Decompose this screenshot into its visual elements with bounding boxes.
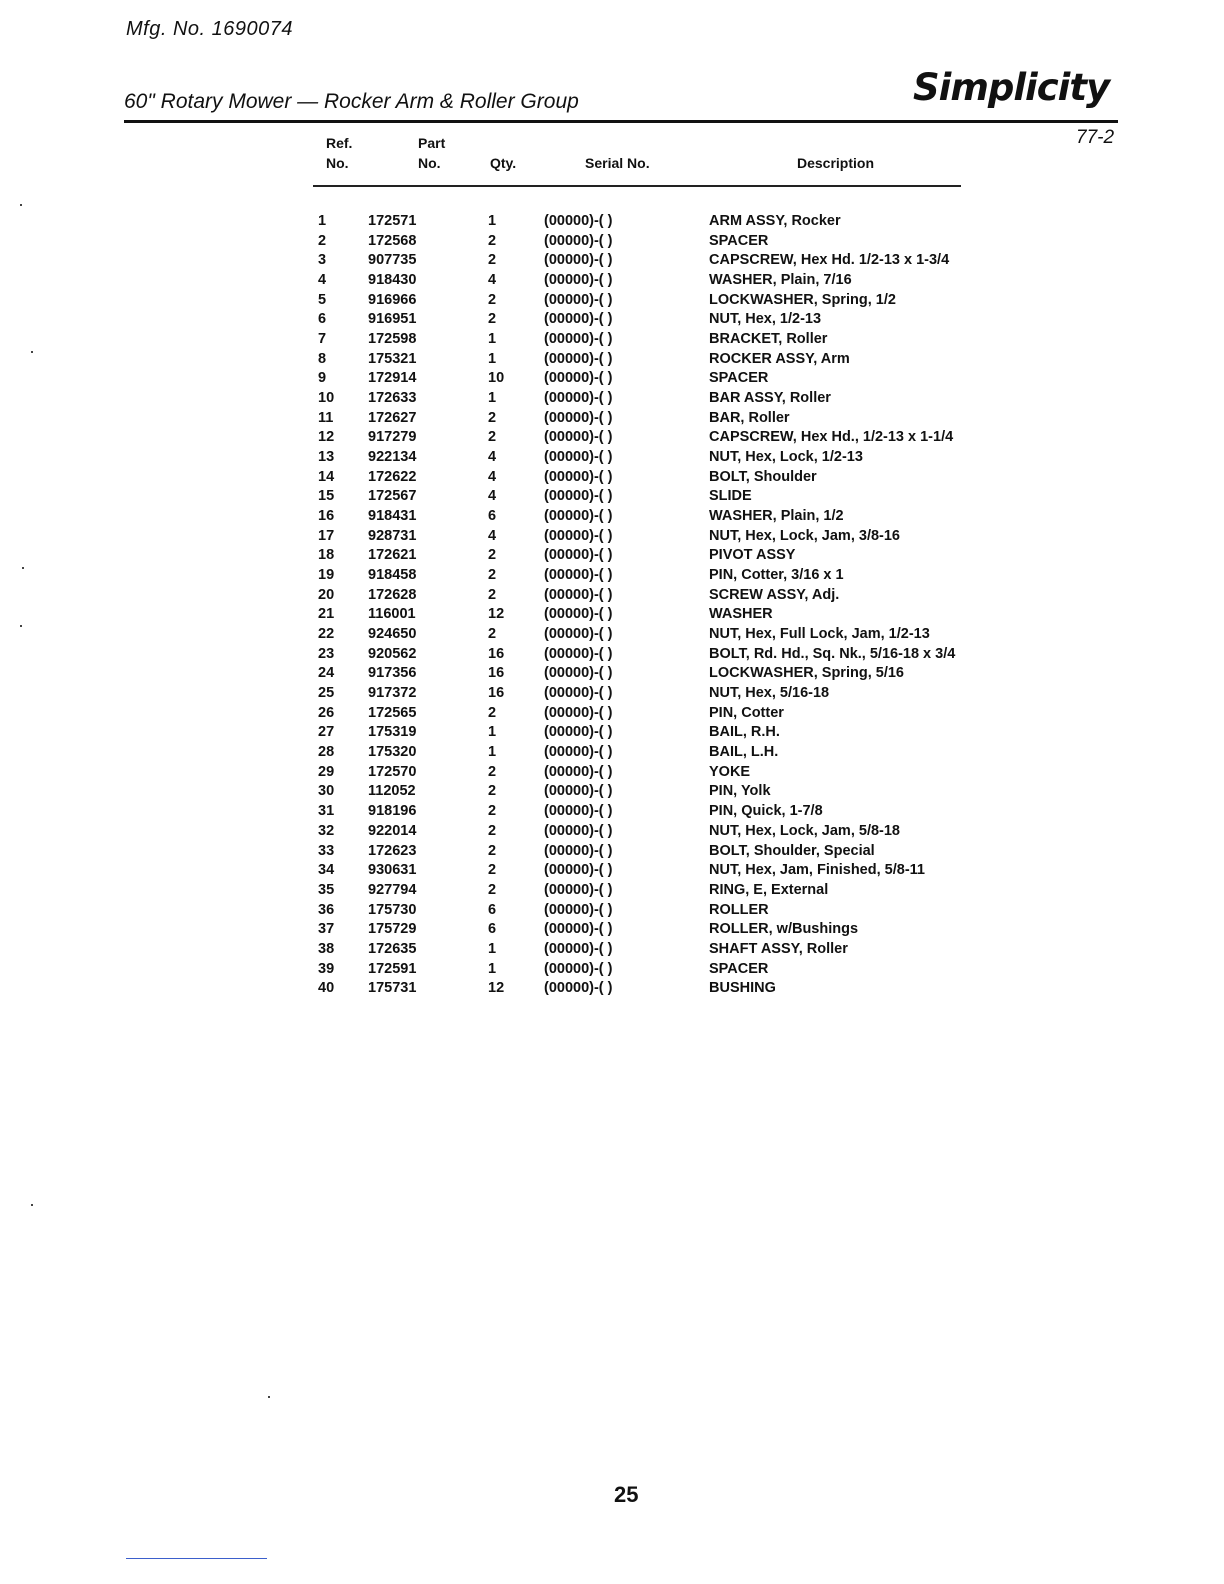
ref-cell: 10	[318, 390, 335, 407]
quantity-cell: 4	[488, 527, 497, 544]
serial-number-cell: (00000)-( )	[544, 822, 613, 839]
part-number-cell: 172627	[368, 409, 417, 426]
description-cell: RING, E, External	[709, 881, 829, 898]
description-cell: SPACER	[709, 232, 769, 249]
col-part-header-bottom: No.	[418, 155, 441, 171]
quantity-cell: 4	[488, 449, 497, 466]
page-title: 60" Rotary Mower — Rocker Arm & Roller Group	[124, 90, 579, 113]
part-number-cell: 175319	[368, 724, 417, 741]
ref-cell: 31	[318, 803, 335, 820]
col-description-header: Description	[797, 155, 875, 171]
description-cell: BAR ASSY, Roller	[709, 390, 831, 407]
description-cell: ROLLER	[709, 901, 769, 918]
ref-cell: 29	[318, 763, 335, 780]
table-row	[318, 389, 1009, 409]
part-number-cell: 922014	[368, 822, 417, 839]
part-number-cell: 175321	[368, 350, 417, 367]
quantity-cell: 16	[488, 685, 505, 702]
serial-number-cell: (00000)-( )	[544, 429, 613, 446]
col-ref-header-bottom: No.	[326, 155, 349, 171]
table-row	[318, 920, 1009, 940]
table-row	[318, 428, 1009, 448]
description-cell: BOLT, Shoulder	[709, 468, 817, 485]
ref-cell: 36	[318, 901, 335, 918]
serial-number-cell: (00000)-( )	[544, 567, 613, 584]
part-number-cell: 172633	[368, 390, 417, 407]
quantity-cell: 1	[488, 724, 497, 741]
part-number-cell: 175731	[368, 980, 417, 997]
quantity-cell: 1	[488, 390, 497, 407]
quantity-cell: 2	[488, 862, 497, 879]
serial-number-cell: (00000)-( )	[544, 803, 613, 820]
description-cell: LOCKWASHER, Spring, 1/2	[709, 291, 896, 308]
table-row	[318, 743, 1009, 763]
ref-cell: 26	[318, 704, 335, 721]
quantity-cell: 1	[488, 940, 497, 957]
table-row	[318, 901, 1009, 921]
quantity-cell: 6	[488, 901, 497, 918]
ref-cell: 33	[318, 842, 335, 859]
description-cell: SLIDE	[709, 488, 752, 505]
ref-cell: 11	[318, 409, 334, 426]
description-cell: WASHER, Plain, 7/16	[709, 272, 852, 289]
ref-cell: 14	[318, 468, 335, 485]
table-row	[318, 723, 1009, 743]
serial-number-cell: (00000)-( )	[544, 842, 613, 859]
table-row	[318, 605, 1009, 625]
description-cell: SPACER	[709, 960, 769, 977]
serial-number-cell: (00000)-( )	[544, 390, 613, 407]
parts-table	[318, 212, 1009, 999]
part-number-cell: 924650	[368, 626, 417, 643]
serial-number-cell: (00000)-( )	[544, 783, 613, 800]
description-cell: BAIL, R.H.	[709, 724, 780, 741]
description-cell: BOLT, Shoulder, Special	[709, 842, 875, 859]
description-cell: CAPSCREW, Hex Hd., 1/2-13 x 1-1/4	[709, 429, 954, 446]
table-row	[318, 881, 1009, 901]
description-cell: WASHER, Plain, 1/2	[709, 508, 844, 525]
part-number-cell: 917356	[368, 665, 417, 682]
page-code: 77-2	[1076, 127, 1115, 148]
serial-number-cell: (00000)-( )	[544, 645, 613, 662]
quantity-cell: 12	[488, 980, 505, 997]
serial-number-cell: (00000)-( )	[544, 862, 613, 879]
serial-number-cell: (00000)-( )	[544, 586, 613, 603]
table-row	[318, 330, 1009, 350]
part-number-cell: 916951	[368, 311, 417, 328]
ref-cell: 28	[318, 744, 335, 761]
table-row	[318, 645, 1009, 665]
ref-cell: 1	[318, 213, 327, 229]
ref-cell: 34	[318, 862, 335, 879]
ref-cell: 38	[318, 940, 335, 957]
description-cell: BUSHING	[709, 980, 776, 997]
table-row	[318, 842, 1009, 862]
ref-cell: 17	[318, 527, 335, 544]
ref-cell: 35	[318, 881, 335, 898]
quantity-cell: 1	[488, 331, 497, 348]
ref-cell: 4	[318, 272, 327, 289]
part-number-cell: 172635	[368, 940, 417, 957]
description-cell: PIN, Cotter	[709, 704, 784, 721]
part-number-cell: 920562	[368, 645, 417, 662]
serial-number-cell: (00000)-( )	[544, 213, 613, 229]
table-row	[318, 487, 1009, 507]
part-number-cell: 172568	[368, 232, 417, 249]
description-cell: BAIL, L.H.	[709, 744, 779, 761]
description-cell: SPACER	[709, 370, 769, 387]
description-cell: NUT, Hex, Lock, 1/2-13	[709, 449, 863, 466]
part-number-cell: 172914	[368, 370, 417, 387]
serial-number-cell: (00000)-( )	[544, 980, 613, 997]
description-cell: NUT, Hex, Full Lock, Jam, 1/2-13	[709, 626, 930, 643]
quantity-cell: 16	[488, 665, 505, 682]
quantity-cell: 2	[488, 626, 497, 643]
ref-cell: 21	[318, 606, 335, 623]
part-number-cell: 172571	[368, 213, 417, 229]
part-number-cell: 918431	[368, 508, 417, 525]
table-row	[318, 782, 1009, 802]
col-qty-header: Qty.	[490, 155, 517, 171]
scan-speck	[20, 625, 22, 627]
table-row	[318, 763, 1009, 783]
ref-cell: 19	[318, 567, 335, 584]
quantity-cell: 1	[488, 213, 497, 229]
description-cell: ROCKER ASSY, Arm	[709, 350, 850, 367]
table-row	[318, 684, 1009, 704]
serial-number-cell: (00000)-( )	[544, 468, 613, 485]
ref-cell: 8	[318, 350, 327, 367]
column-header-rule	[313, 185, 961, 187]
part-number-cell: 172623	[368, 842, 417, 859]
quantity-cell: 2	[488, 429, 497, 446]
part-number-cell: 918196	[368, 803, 417, 820]
part-number-cell: 916966	[368, 291, 417, 308]
description-cell: YOKE	[709, 763, 751, 780]
ref-cell: 2	[318, 232, 327, 249]
ref-cell: 16	[318, 508, 335, 525]
col-ref-header	[326, 133, 352, 173]
part-number-cell: 172598	[368, 331, 417, 348]
part-number-cell: 918458	[368, 567, 417, 584]
table-row	[318, 251, 1009, 271]
ref-cell: 7	[318, 331, 327, 348]
part-number-cell: 172622	[368, 468, 417, 485]
table-row	[318, 291, 1009, 311]
part-number-cell: 928731	[368, 527, 417, 544]
serial-number-cell: (00000)-( )	[544, 665, 613, 682]
serial-number-cell: (00000)-( )	[544, 763, 613, 780]
serial-number-cell: (00000)-( )	[544, 350, 613, 367]
description-cell: LOCKWASHER, Spring, 5/16	[709, 665, 904, 682]
description-cell: ARM ASSY, Rocker	[709, 213, 841, 229]
ref-cell: 13	[318, 449, 335, 466]
description-cell: NUT, Hex, 5/16-18	[709, 685, 830, 702]
col-part-header	[418, 133, 445, 173]
table-row	[318, 979, 1009, 999]
ref-cell: 25	[318, 685, 335, 702]
serial-number-cell: (00000)-( )	[544, 881, 613, 898]
parts-table-body	[318, 212, 1009, 999]
quantity-cell: 2	[488, 311, 497, 328]
table-row	[318, 527, 1009, 547]
part-number-cell: 172628	[368, 586, 417, 603]
ref-cell: 3	[318, 252, 327, 269]
serial-number-cell: (00000)-( )	[544, 606, 613, 623]
ref-cell: 18	[318, 547, 335, 564]
quantity-cell: 2	[488, 232, 497, 249]
ref-cell: 40	[318, 980, 335, 997]
description-cell: PIVOT ASSY	[709, 547, 796, 564]
description-cell: SCREW ASSY, Adj.	[709, 586, 840, 603]
quantity-cell: 4	[488, 272, 497, 289]
description-cell: NUT, Hex, Lock, Jam, 3/8-16	[709, 527, 900, 544]
quantity-cell: 1	[488, 744, 497, 761]
col-part-header-top: Part	[418, 135, 446, 151]
serial-number-cell: (00000)-( )	[544, 232, 613, 249]
serial-number-cell: (00000)-( )	[544, 921, 613, 938]
table-row	[318, 861, 1009, 881]
serial-number-cell: (00000)-( )	[544, 449, 613, 466]
description-cell: NUT, Hex, 1/2-13	[709, 311, 822, 328]
part-number-cell: 918430	[368, 272, 417, 289]
serial-number-cell: (00000)-( )	[544, 291, 613, 308]
scan-speck	[20, 204, 22, 206]
description-cell: PIN, Yolk	[709, 783, 771, 800]
description-cell: CAPSCREW, Hex Hd. 1/2-13 x 1-3/4	[709, 252, 950, 269]
table-row	[318, 586, 1009, 606]
table-row	[318, 546, 1009, 566]
table-row	[318, 350, 1009, 370]
ref-cell: 6	[318, 311, 327, 328]
part-number-cell: 930631	[368, 862, 417, 879]
table-row	[318, 822, 1009, 842]
ref-cell: 37	[318, 921, 335, 938]
description-cell: NUT, Hex, Lock, Jam, 5/8-18	[709, 822, 900, 839]
quantity-cell: 12	[488, 606, 505, 623]
serial-number-cell: (00000)-( )	[544, 940, 613, 957]
quantity-cell: 6	[488, 508, 497, 525]
quantity-cell: 16	[488, 645, 505, 662]
quantity-cell: 2	[488, 881, 497, 898]
quantity-cell: 1	[488, 960, 497, 977]
serial-number-cell: (00000)-( )	[544, 409, 613, 426]
serial-number-cell: (00000)-( )	[544, 331, 613, 348]
col-ref-header-top: Ref.	[326, 135, 353, 151]
quantity-cell: 10	[488, 370, 505, 387]
table-row	[318, 960, 1009, 980]
header-rule	[124, 120, 1118, 123]
part-number-cell: 172567	[368, 488, 417, 505]
description-cell: PIN, Quick, 1-7/8	[709, 803, 823, 820]
ref-cell: 30	[318, 783, 335, 800]
ref-cell: 24	[318, 665, 335, 682]
table-row	[318, 448, 1009, 468]
serial-number-cell: (00000)-( )	[544, 370, 613, 387]
quantity-cell: 2	[488, 252, 497, 269]
serial-number-cell: (00000)-( )	[544, 508, 613, 525]
scan-speck	[22, 567, 24, 569]
scan-speck	[268, 1396, 270, 1398]
part-number-cell: 172591	[368, 960, 417, 977]
serial-number-cell: (00000)-( )	[544, 488, 613, 505]
serial-number-cell: (00000)-( )	[544, 960, 613, 977]
quantity-cell: 2	[488, 803, 497, 820]
quantity-cell: 2	[488, 586, 497, 603]
table-row	[318, 212, 1009, 232]
manufacturer-number: Mfg. No. 1690074	[126, 18, 293, 40]
part-number-cell: 175729	[368, 921, 417, 938]
part-number-cell: 175320	[368, 744, 417, 761]
quantity-cell: 2	[488, 822, 497, 839]
serial-number-cell: (00000)-( )	[544, 252, 613, 269]
description-cell: WASHER	[709, 606, 773, 623]
description-cell: ROLLER, w/Bushings	[709, 921, 859, 938]
ref-cell: 12	[318, 429, 335, 446]
ref-cell: 27	[318, 724, 335, 741]
brand-logo: Simplicity	[913, 66, 1110, 109]
quantity-cell: 2	[488, 704, 497, 721]
serial-number-cell: (00000)-( )	[544, 901, 613, 918]
part-number-cell: 172565	[368, 704, 417, 721]
table-row	[318, 369, 1009, 389]
table-row	[318, 271, 1009, 291]
part-number-cell: 172570	[368, 763, 417, 780]
serial-number-cell: (00000)-( )	[544, 626, 613, 643]
table-row	[318, 409, 1009, 429]
description-cell: BOLT, Rd. Hd., Sq. Nk., 5/16-18 x 3/4	[709, 645, 956, 662]
ref-cell: 39	[318, 960, 335, 977]
col-serial-header: Serial No.	[585, 155, 650, 171]
part-number-cell: 116001	[368, 606, 416, 623]
serial-number-cell: (00000)-( )	[544, 744, 613, 761]
table-row	[318, 625, 1009, 645]
scan-speck	[31, 351, 33, 353]
part-number-cell: 907735	[368, 252, 417, 269]
serial-number-cell: (00000)-( )	[544, 272, 613, 289]
part-number-cell: 917372	[368, 685, 417, 702]
description-cell: SHAFT ASSY, Roller	[709, 940, 848, 957]
serial-number-cell: (00000)-( )	[544, 547, 613, 564]
description-cell: PIN, Cotter, 3/16 x 1	[709, 567, 844, 584]
quantity-cell: 2	[488, 783, 497, 800]
part-number-cell: 927794	[368, 881, 417, 898]
serial-number-cell: (00000)-( )	[544, 311, 613, 328]
description-cell: NUT, Hex, Jam, Finished, 5/8-11	[709, 862, 925, 879]
quantity-cell: 2	[488, 842, 497, 859]
serial-number-cell: (00000)-( )	[544, 704, 613, 721]
scan-speck	[31, 1204, 33, 1206]
description-cell: BRACKET, Roller	[709, 331, 828, 348]
serial-number-cell: (00000)-( )	[544, 527, 613, 544]
table-row	[318, 310, 1009, 330]
ref-cell: 22	[318, 626, 335, 643]
part-number-cell: 172621	[368, 547, 417, 564]
quantity-cell: 2	[488, 291, 497, 308]
part-number-cell: 922134	[368, 449, 417, 466]
ref-cell: 20	[318, 586, 335, 603]
quantity-cell: 2	[488, 567, 497, 584]
table-row	[318, 664, 1009, 684]
part-number-cell: 917279	[368, 429, 417, 446]
quantity-cell: 1	[488, 350, 497, 367]
table-row	[318, 232, 1009, 252]
quantity-cell: 6	[488, 921, 497, 938]
quantity-cell: 2	[488, 409, 497, 426]
table-row	[318, 704, 1009, 724]
part-number-cell: 175730	[368, 901, 417, 918]
footer-rule	[126, 1558, 267, 1559]
serial-number-cell: (00000)-( )	[544, 724, 613, 741]
description-cell: BAR, Roller	[709, 409, 790, 426]
ref-cell: 23	[318, 645, 335, 662]
table-row	[318, 566, 1009, 586]
quantity-cell: 4	[488, 468, 497, 485]
table-row	[318, 507, 1009, 527]
quantity-cell: 2	[488, 763, 497, 780]
ref-cell: 9	[318, 370, 327, 387]
quantity-cell: 2	[488, 547, 497, 564]
part-number-cell: 112052	[368, 783, 416, 800]
quantity-cell: 4	[488, 488, 497, 505]
ref-cell: 15	[318, 488, 335, 505]
ref-cell: 5	[318, 291, 327, 308]
table-row	[318, 468, 1009, 488]
table-row	[318, 940, 1009, 960]
serial-number-cell: (00000)-( )	[544, 685, 613, 702]
table-row	[318, 802, 1009, 822]
page-number: 25	[614, 1482, 639, 1507]
ref-cell: 32	[318, 822, 335, 839]
